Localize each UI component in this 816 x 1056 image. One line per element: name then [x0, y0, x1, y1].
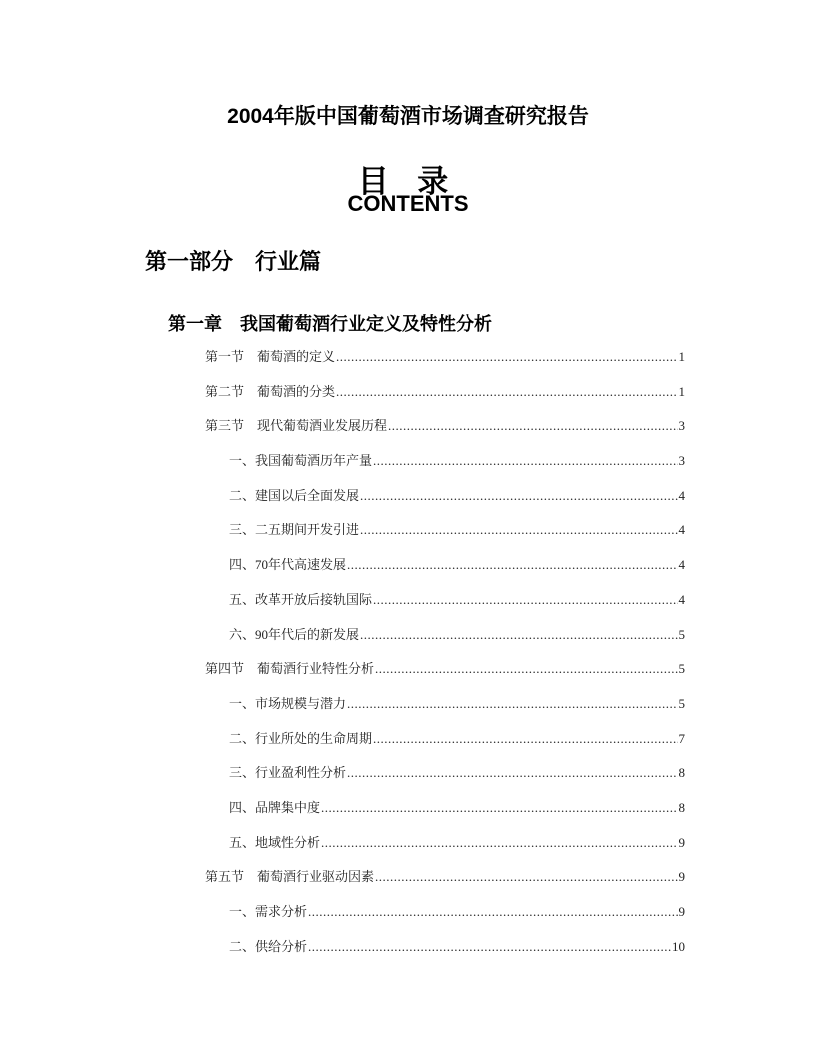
document-title: 2004年版中国葡萄酒市场调查研究报告 — [227, 105, 589, 128]
toc-entry-page-number: 10 — [672, 938, 685, 954]
toc-entry-label: 第二节 葡萄酒的分类 — [205, 383, 336, 399]
dot-leader — [308, 937, 671, 957]
dot-leader — [308, 902, 677, 922]
toc-subsection-entry[interactable] — [205, 798, 685, 833]
toc-entry-page-number: 8 — [678, 765, 685, 781]
toc-section-entry[interactable] — [205, 382, 685, 417]
toc-entry-label: 四、品牌集中度 — [229, 799, 321, 815]
toc-entry-label: 三、行业盈利性分析 — [229, 765, 347, 781]
toc-subsection-entry[interactable] — [205, 625, 685, 660]
dot-leader — [336, 347, 677, 367]
toc-entry-page-number: 4 — [678, 557, 685, 573]
toc-subsection-entry[interactable] — [205, 902, 685, 937]
toc-subsection-entry[interactable] — [205, 694, 685, 729]
toc-subsection-entry[interactable] — [205, 833, 685, 868]
toc-subsection-entry[interactable] — [205, 486, 685, 521]
toc-entry-label: 二、行业所处的生命周期 — [229, 730, 373, 746]
toc-entry-page-number: 1 — [678, 349, 685, 364]
dot-leader — [373, 451, 677, 471]
toc-subsection-entry[interactable] — [205, 729, 685, 764]
dot-leader — [347, 763, 677, 783]
toc-entry-page-number: 4 — [678, 591, 685, 607]
toc-entry-label: 第五节 葡萄酒行业驱动因素 — [205, 869, 375, 885]
toc-entry-label: 二、建国以后全面发展 — [229, 487, 360, 503]
toc-entry-page-number: 4 — [678, 487, 685, 503]
toc-entry-page-number: 3 — [678, 453, 685, 469]
dot-leader — [360, 625, 677, 645]
toc-entry-page-number: 9 — [678, 869, 685, 885]
toc-section-entry[interactable] — [205, 659, 685, 694]
toc-subsection-entry[interactable] — [205, 590, 685, 625]
toc-entry-page-number: 1 — [678, 383, 685, 399]
toc-entry-label: 六、90年代后的新发展 — [229, 626, 360, 642]
dot-leader — [375, 867, 677, 887]
toc-subsection-entry[interactable] — [205, 937, 685, 972]
dot-leader — [373, 729, 677, 749]
toc-subsection-entry[interactable] — [205, 520, 685, 555]
dot-leader — [360, 520, 677, 540]
toc-title: 目 录 — [357, 164, 459, 199]
toc-entry-page-number: 3 — [678, 418, 685, 434]
dot-leader — [347, 555, 677, 575]
dot-leader — [321, 798, 677, 818]
toc-entry-label: 一、我国葡萄酒历年产量 — [229, 453, 373, 469]
toc-section-entry[interactable] — [205, 416, 685, 451]
toc-entry-label: 一、市场规模与潜力 — [229, 695, 347, 711]
toc-entry-page-number: 9 — [678, 834, 685, 850]
toc-subsection-entry[interactable] — [205, 555, 685, 590]
toc-entry-page-number: 4 — [678, 522, 685, 538]
dot-leader — [373, 590, 677, 610]
toc-entry-label: 四、70年代高速发展 — [229, 557, 347, 573]
toc-section-entry[interactable] — [205, 347, 685, 382]
toc-entry-label: 第三节 现代葡萄酒业发展历程 — [205, 418, 388, 434]
dot-leader — [336, 382, 677, 402]
toc-section-entry[interactable] — [205, 867, 685, 902]
part-heading: 第一部分 行业篇 — [145, 249, 322, 274]
toc-title-english: CONTENTS — [347, 191, 469, 216]
dot-leader — [360, 486, 677, 506]
toc-entry-label: 五、改革开放后接轨国际 — [229, 591, 373, 607]
toc-entry-page-number: 5 — [678, 626, 685, 642]
toc-subsection-entry[interactable] — [205, 451, 685, 486]
toc-entry-label: 五、地域性分析 — [229, 834, 321, 850]
toc-entry-label: 第四节 葡萄酒行业特性分析 — [205, 661, 375, 677]
toc-entry-page-number: 8 — [678, 799, 685, 815]
toc-entry-label: 二、供给分析 — [229, 938, 308, 954]
dot-leader — [375, 659, 677, 679]
toc-list — [205, 347, 685, 971]
toc-entry-page-number: 9 — [678, 904, 685, 919]
dot-leader — [347, 694, 677, 714]
toc-entry-label: 第一节 葡萄酒的定义 — [205, 349, 336, 364]
chapter-heading: 第一章 我国葡萄酒行业定义及特性分析 — [168, 314, 492, 334]
toc-entry-page-number: 7 — [678, 730, 685, 746]
toc-subsection-entry[interactable] — [205, 763, 685, 798]
toc-entry-page-number: 5 — [678, 695, 685, 711]
toc-entry-label: 一、需求分析 — [229, 904, 308, 919]
toc-entry-page-number: 5 — [678, 661, 685, 677]
dot-leader — [388, 416, 677, 436]
dot-leader — [321, 833, 677, 853]
toc-entry-label: 三、二五期间开发引进 — [229, 522, 360, 538]
